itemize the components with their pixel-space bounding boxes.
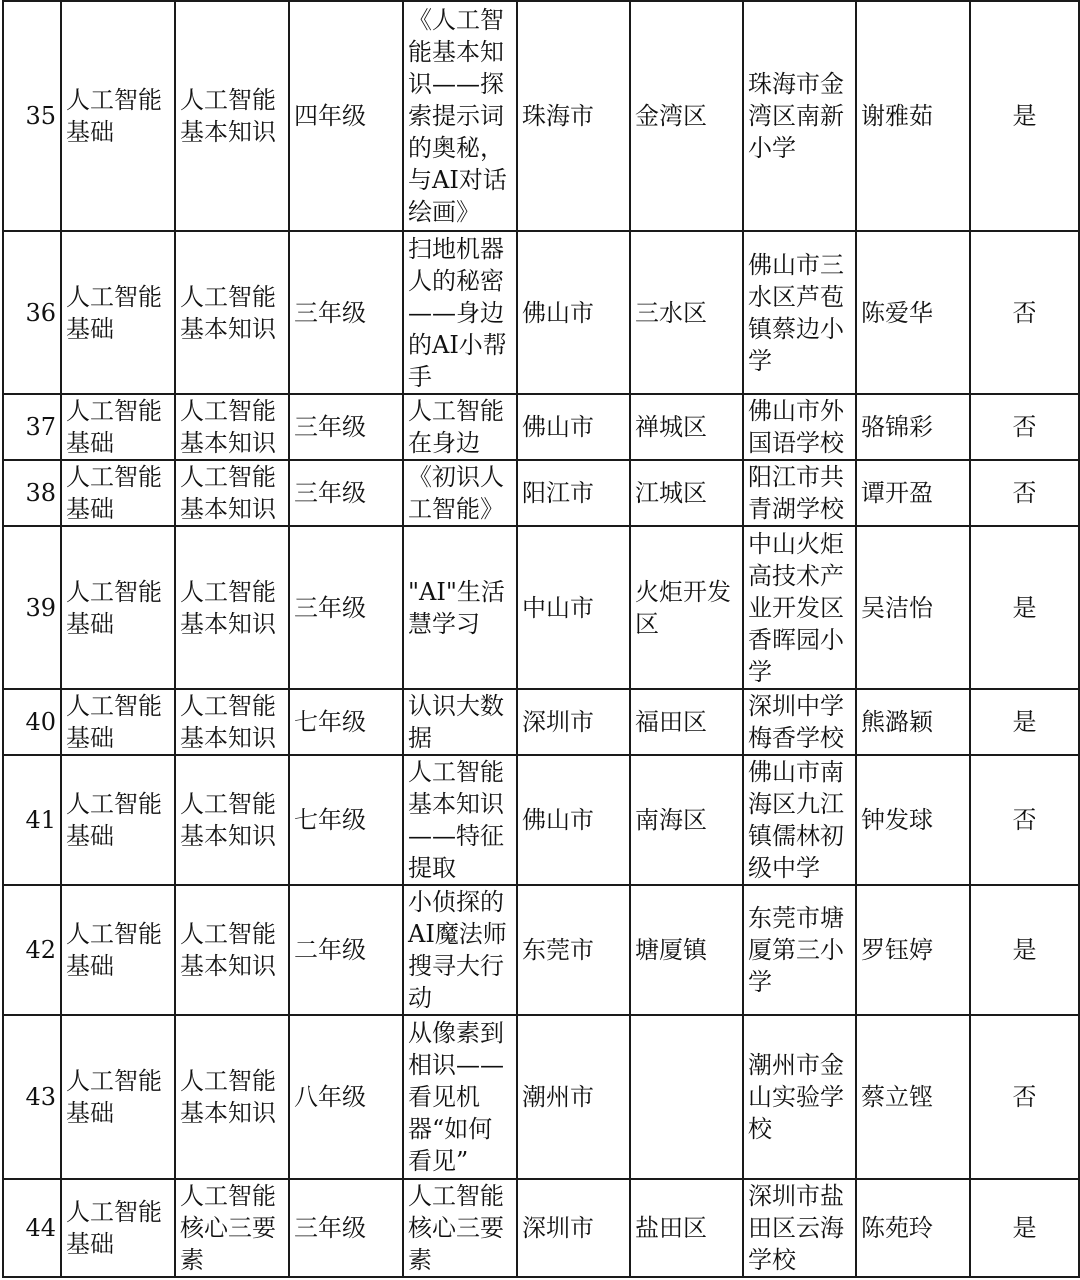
district-cell (630, 1015, 743, 1179)
selected-flag-cell: 否 (970, 231, 1079, 394)
row-number: 43 (3, 1015, 61, 1179)
city-cell: 佛山市 (517, 394, 630, 460)
table-row (3, 1015, 1079, 1179)
row-number: 40 (3, 689, 61, 755)
school-cell: 阳江市共青湖学校 (743, 460, 856, 526)
row-number: 42 (3, 885, 61, 1015)
district-cell: 金湾区 (630, 1, 743, 231)
city-cell: 佛山市 (517, 755, 630, 885)
district-cell: 南海区 (630, 755, 743, 885)
course-title-cell: 认识大数据 (403, 689, 517, 755)
row-number: 39 (3, 526, 61, 689)
district-cell: 三水区 (630, 231, 743, 394)
district-cell: 塘厦镇 (630, 885, 743, 1015)
course-title-cell: 人工智能核心三要素 (403, 1179, 517, 1277)
district-cell: 火炬开发区 (630, 526, 743, 689)
course-title-cell: 从像素到相识——看见机器“如何看见” (403, 1015, 517, 1179)
grade-cell: 三年级 (289, 394, 403, 460)
city-cell: 深圳市 (517, 1179, 630, 1277)
row-number: 38 (3, 460, 61, 526)
row-number: 37 (3, 394, 61, 460)
school-cell: 佛山市外国语学校 (743, 394, 856, 460)
city-cell: 东莞市 (517, 885, 630, 1015)
grade-cell: 三年级 (289, 1179, 403, 1277)
selected-flag-cell: 是 (970, 526, 1079, 689)
school-cell: 深圳市盐田区云海学校 (743, 1179, 856, 1277)
topic-cell: 人工智能基本知识 (175, 526, 289, 689)
topic-cell: 人工智能基本知识 (175, 231, 289, 394)
course-title-cell: 《人工智能基本知识——探索提示词的奥秘，与AI对话绘画》 (403, 1, 517, 231)
topic-cell: 人工智能基本知识 (175, 755, 289, 885)
course-title-cell: 《初识人工智能》 (403, 460, 517, 526)
category-cell: 人工智能基础 (61, 231, 175, 394)
selected-flag-cell: 否 (970, 1015, 1079, 1179)
grade-cell: 三年级 (289, 460, 403, 526)
table-row (3, 885, 1079, 1015)
table-row (3, 460, 1079, 526)
topic-cell: 人工智能基本知识 (175, 394, 289, 460)
school-cell: 珠海市金湾区南新小学 (743, 1, 856, 231)
selected-flag-cell: 否 (970, 755, 1079, 885)
teacher-cell: 谢雅茹 (856, 1, 970, 231)
grade-cell: 八年级 (289, 1015, 403, 1179)
category-cell: 人工智能基础 (61, 1, 175, 231)
grade-cell: 三年级 (289, 526, 403, 689)
teacher-cell: 骆锦彩 (856, 394, 970, 460)
course-title-cell: 人工智能基本知识——特征提取 (403, 755, 517, 885)
course-title-cell: 小侦探的AI魔法师搜寻大行动 (403, 885, 517, 1015)
category-cell: 人工智能基础 (61, 394, 175, 460)
city-cell: 阳江市 (517, 460, 630, 526)
course-title-cell: "AI"生活慧学习 (403, 526, 517, 689)
table-row (3, 1179, 1079, 1277)
table-row (3, 755, 1079, 885)
teacher-cell: 蔡立铿 (856, 1015, 970, 1179)
teacher-cell: 钟发球 (856, 755, 970, 885)
selected-flag-cell: 是 (970, 885, 1079, 1015)
school-cell: 深圳中学梅香学校 (743, 689, 856, 755)
category-cell: 人工智能基础 (61, 1015, 175, 1179)
district-cell: 盐田区 (630, 1179, 743, 1277)
topic-cell: 人工智能基本知识 (175, 460, 289, 526)
grade-cell: 七年级 (289, 689, 403, 755)
course-title-cell: 人工智能在身边 (403, 394, 517, 460)
selected-flag-cell: 否 (970, 394, 1079, 460)
grade-cell: 三年级 (289, 231, 403, 394)
city-cell: 珠海市 (517, 1, 630, 231)
topic-cell: 人工智能基本知识 (175, 885, 289, 1015)
row-number: 44 (3, 1179, 61, 1277)
row-number: 35 (3, 1, 61, 231)
course-title-cell: 扫地机器人的秘密——身边的AI小帮手 (403, 231, 517, 394)
course-table (2, 0, 1080, 1278)
category-cell: 人工智能基础 (61, 526, 175, 689)
teacher-cell: 熊潞颖 (856, 689, 970, 755)
school-cell: 佛山市三水区芦苞镇蔡边小学 (743, 231, 856, 394)
grade-cell: 七年级 (289, 755, 403, 885)
teacher-cell: 吴洁怡 (856, 526, 970, 689)
selected-flag-cell: 是 (970, 1179, 1079, 1277)
school-cell: 佛山市南海区九江镇儒林初级中学 (743, 755, 856, 885)
topic-cell: 人工智能基本知识 (175, 1, 289, 231)
topic-cell: 人工智能核心三要素 (175, 1179, 289, 1277)
school-cell: 中山火炬高技术产业开发区香晖园小学 (743, 526, 856, 689)
district-cell: 福田区 (630, 689, 743, 755)
city-cell: 佛山市 (517, 231, 630, 394)
teacher-cell: 谭开盈 (856, 460, 970, 526)
teacher-cell: 陈爱华 (856, 231, 970, 394)
city-cell: 中山市 (517, 526, 630, 689)
district-cell: 禅城区 (630, 394, 743, 460)
category-cell: 人工智能基础 (61, 460, 175, 526)
grade-cell: 二年级 (289, 885, 403, 1015)
selected-flag-cell: 否 (970, 460, 1079, 526)
table-row (3, 231, 1079, 394)
city-cell: 深圳市 (517, 689, 630, 755)
table-row (3, 394, 1079, 460)
row-number: 41 (3, 755, 61, 885)
school-cell: 潮州市金山实验学校 (743, 1015, 856, 1179)
row-number: 36 (3, 231, 61, 394)
school-cell: 东莞市塘厦第三小学 (743, 885, 856, 1015)
category-cell: 人工智能基础 (61, 689, 175, 755)
teacher-cell: 罗钰婷 (856, 885, 970, 1015)
teacher-cell: 陈苑玲 (856, 1179, 970, 1277)
table-row (3, 689, 1079, 755)
category-cell: 人工智能基础 (61, 885, 175, 1015)
selected-flag-cell: 是 (970, 689, 1079, 755)
topic-cell: 人工智能基本知识 (175, 689, 289, 755)
grade-cell: 四年级 (289, 1, 403, 231)
table-row (3, 1, 1079, 231)
district-cell: 江城区 (630, 460, 743, 526)
city-cell: 潮州市 (517, 1015, 630, 1179)
category-cell: 人工智能基础 (61, 755, 175, 885)
topic-cell: 人工智能基本知识 (175, 1015, 289, 1179)
selected-flag-cell: 是 (970, 1, 1079, 231)
category-cell: 人工智能基础 (61, 1179, 175, 1277)
table-row (3, 526, 1079, 689)
